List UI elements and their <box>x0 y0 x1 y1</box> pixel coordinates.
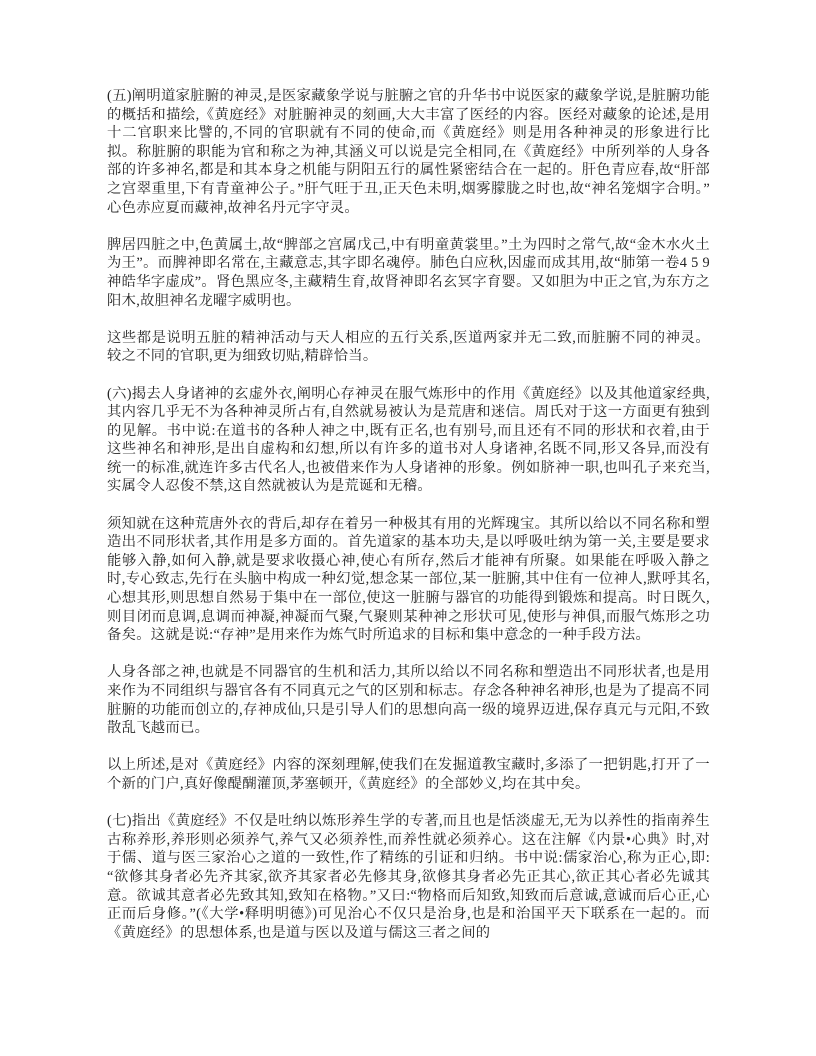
paragraph: 人身各部之神,也就是不同器官的生机和活力,其所以给以不同名称和塑造出不同形状者,也是用来作为不同组织与器官各有不同真元之气的区别和标志。存念各种神名神形,也是为了提高不同脏腑的功能而创立的,存神成仙,只是引导人们的思想向高一级的境界迈进,保存真元与元阳,不致散乱飞越而已。 <box>107 664 710 737</box>
paragraph: 须知就在这种荒唐外衣的背后,却存在着另一种极其有用的光辉瑰宝。其所以给以不同名称和塑造出不同形状者,其作用是多方面的。首先道家的基本功夫,是以呼吸吐纳为第一关,主要是要求能够入静,如何入静,就是要求收摄心神,使心有所存,然后才能神有所聚。如果能在呼吸入静之时,专心致志,先行在头脑中构成一种幻觉,想念某一部位,某一脏腑,其中住有一位神人,默呼其名,心想其形,则思想自然易于集中在一部位,使这一脏腑与器官的功能得到锻炼和提高。时日既久,则目闭而息调,息调而神凝,神凝而气聚,气聚则某种神之形状可见,使形与神俱,而服气炼形之功备矣。这就是说:“存神”是用来作为炼气时所追求的目标和集中意念的一种手段方法。 <box>107 515 710 644</box>
paragraph: (六)揭去人身诸神的玄虚外衣,阐明心存神灵在服气炼形中的作用《黄庭经》以及其他道家经典,其内容几乎无不为各种神灵所占有,自然就易被认为是荒唐和迷信。周氏对于这一方面更有独到的见解。书中说:在道书的各种人神之中,既有正名,也有别号,而且还有不同的形状和衣着,由于这些神名和神形,是出自虚构和幻想,所以有许多的道书对人身诸神,名既不同,形又各异,而没有统一的标准,就连许多古代名人,也被借来作为人身诸神的形象。例如脐神一职,也叫孔子来充当,实属令人忍俊不禁,这自然就被认为是荒诞和无稽。 <box>107 385 710 495</box>
paragraph: 这些都是说明五脏的精神活动与天人相应的五行关系,医道两家并无二致,而脏腑不同的神灵。较之不同的官职,更为细致切贴,精辟恰当。 <box>107 329 710 365</box>
paragraph: 脾居四脏之中,色黄属土,故“脾部之宫属戊己,中有明童黄裳里。”土为四时之常气,故“金木水火土为王”。而脾神即名常在,主藏意志,其字即名魂停。肺色白应秋,因虚而成其用,故“肺第一卷4 5 9神皓华字虚成”。肾色黑应冬,主藏精生育,故肾神即名玄冥字育婴。又如胆为中正之官,为东方之阳木,故胆神名龙曜字威明也。 <box>107 236 710 309</box>
paragraph: 以上所述,是对《黄庭经》内容的深刻理解,使我们在发掘道教宝藏时,多添了一把钥匙,打开了一个新的门户,真好像醍醐灌顶,茅塞顿开,《黄庭经》的全部妙义,均在其中矣。 <box>107 757 710 792</box>
document-body <box>107 87 710 942</box>
paragraph: (七)指出《黄庭经》不仅是吐纳以炼形养生学的专著,而且也是恬淡虚无,无为以养性的指南养生古称养形,养形则必须养气,养气又必须养性,而养性就必须养心。这在注解《内景•心典》时,对于儒、道与医三家治心之道的一致性,作了精练的引证和归纳。书中说:儒家治心,称为正心,即:“欲修其身者必先齐其家,欲齐其家者必先修其身,欲修其身者必先正其心,欲正其心者必先诚其意。欲诚其意者必先致其知,致知在格物。”又曰:“物格而后知致,知致而后意诚,意诚而后心正,心正而后身修。”(《大学•释明明德》)可见治心不仅只是治身,也是和治国平天下联系在一起的。而《黄庭经》的思想体系,也是道与医以及道与儒这三者之间的 <box>107 813 710 941</box>
paragraph: (五)阐明道家脏腑的神灵,是医家藏象学说与脏腑之官的升华书中说医家的藏象学说,是脏腑功能的概括和描绘,《黄庭经》对脏腑神灵的刻画,大大丰富了医经的内容。医经对藏象的论述,是用十二官职来比譬的,不同的官职就有不同的使命,而《黄庭经》则是用各种神灵的形象进行比拟。称脏腑的职能为官和称之为神,其涵义可以说是完全相同,在《黄庭经》中所列举的人身各部的许多神名,都是和其本身之机能与阴阳五行的属性紧密结合在一起的。肝色青应春,故“肝部之宫翠重里,下有青童神公子。”肝气旺于丑,正天色未明,烟雾朦胧之时也,故“神名笼烟字合明。”心色赤应夏而藏神,故神名丹元字守灵。 <box>107 88 710 216</box>
